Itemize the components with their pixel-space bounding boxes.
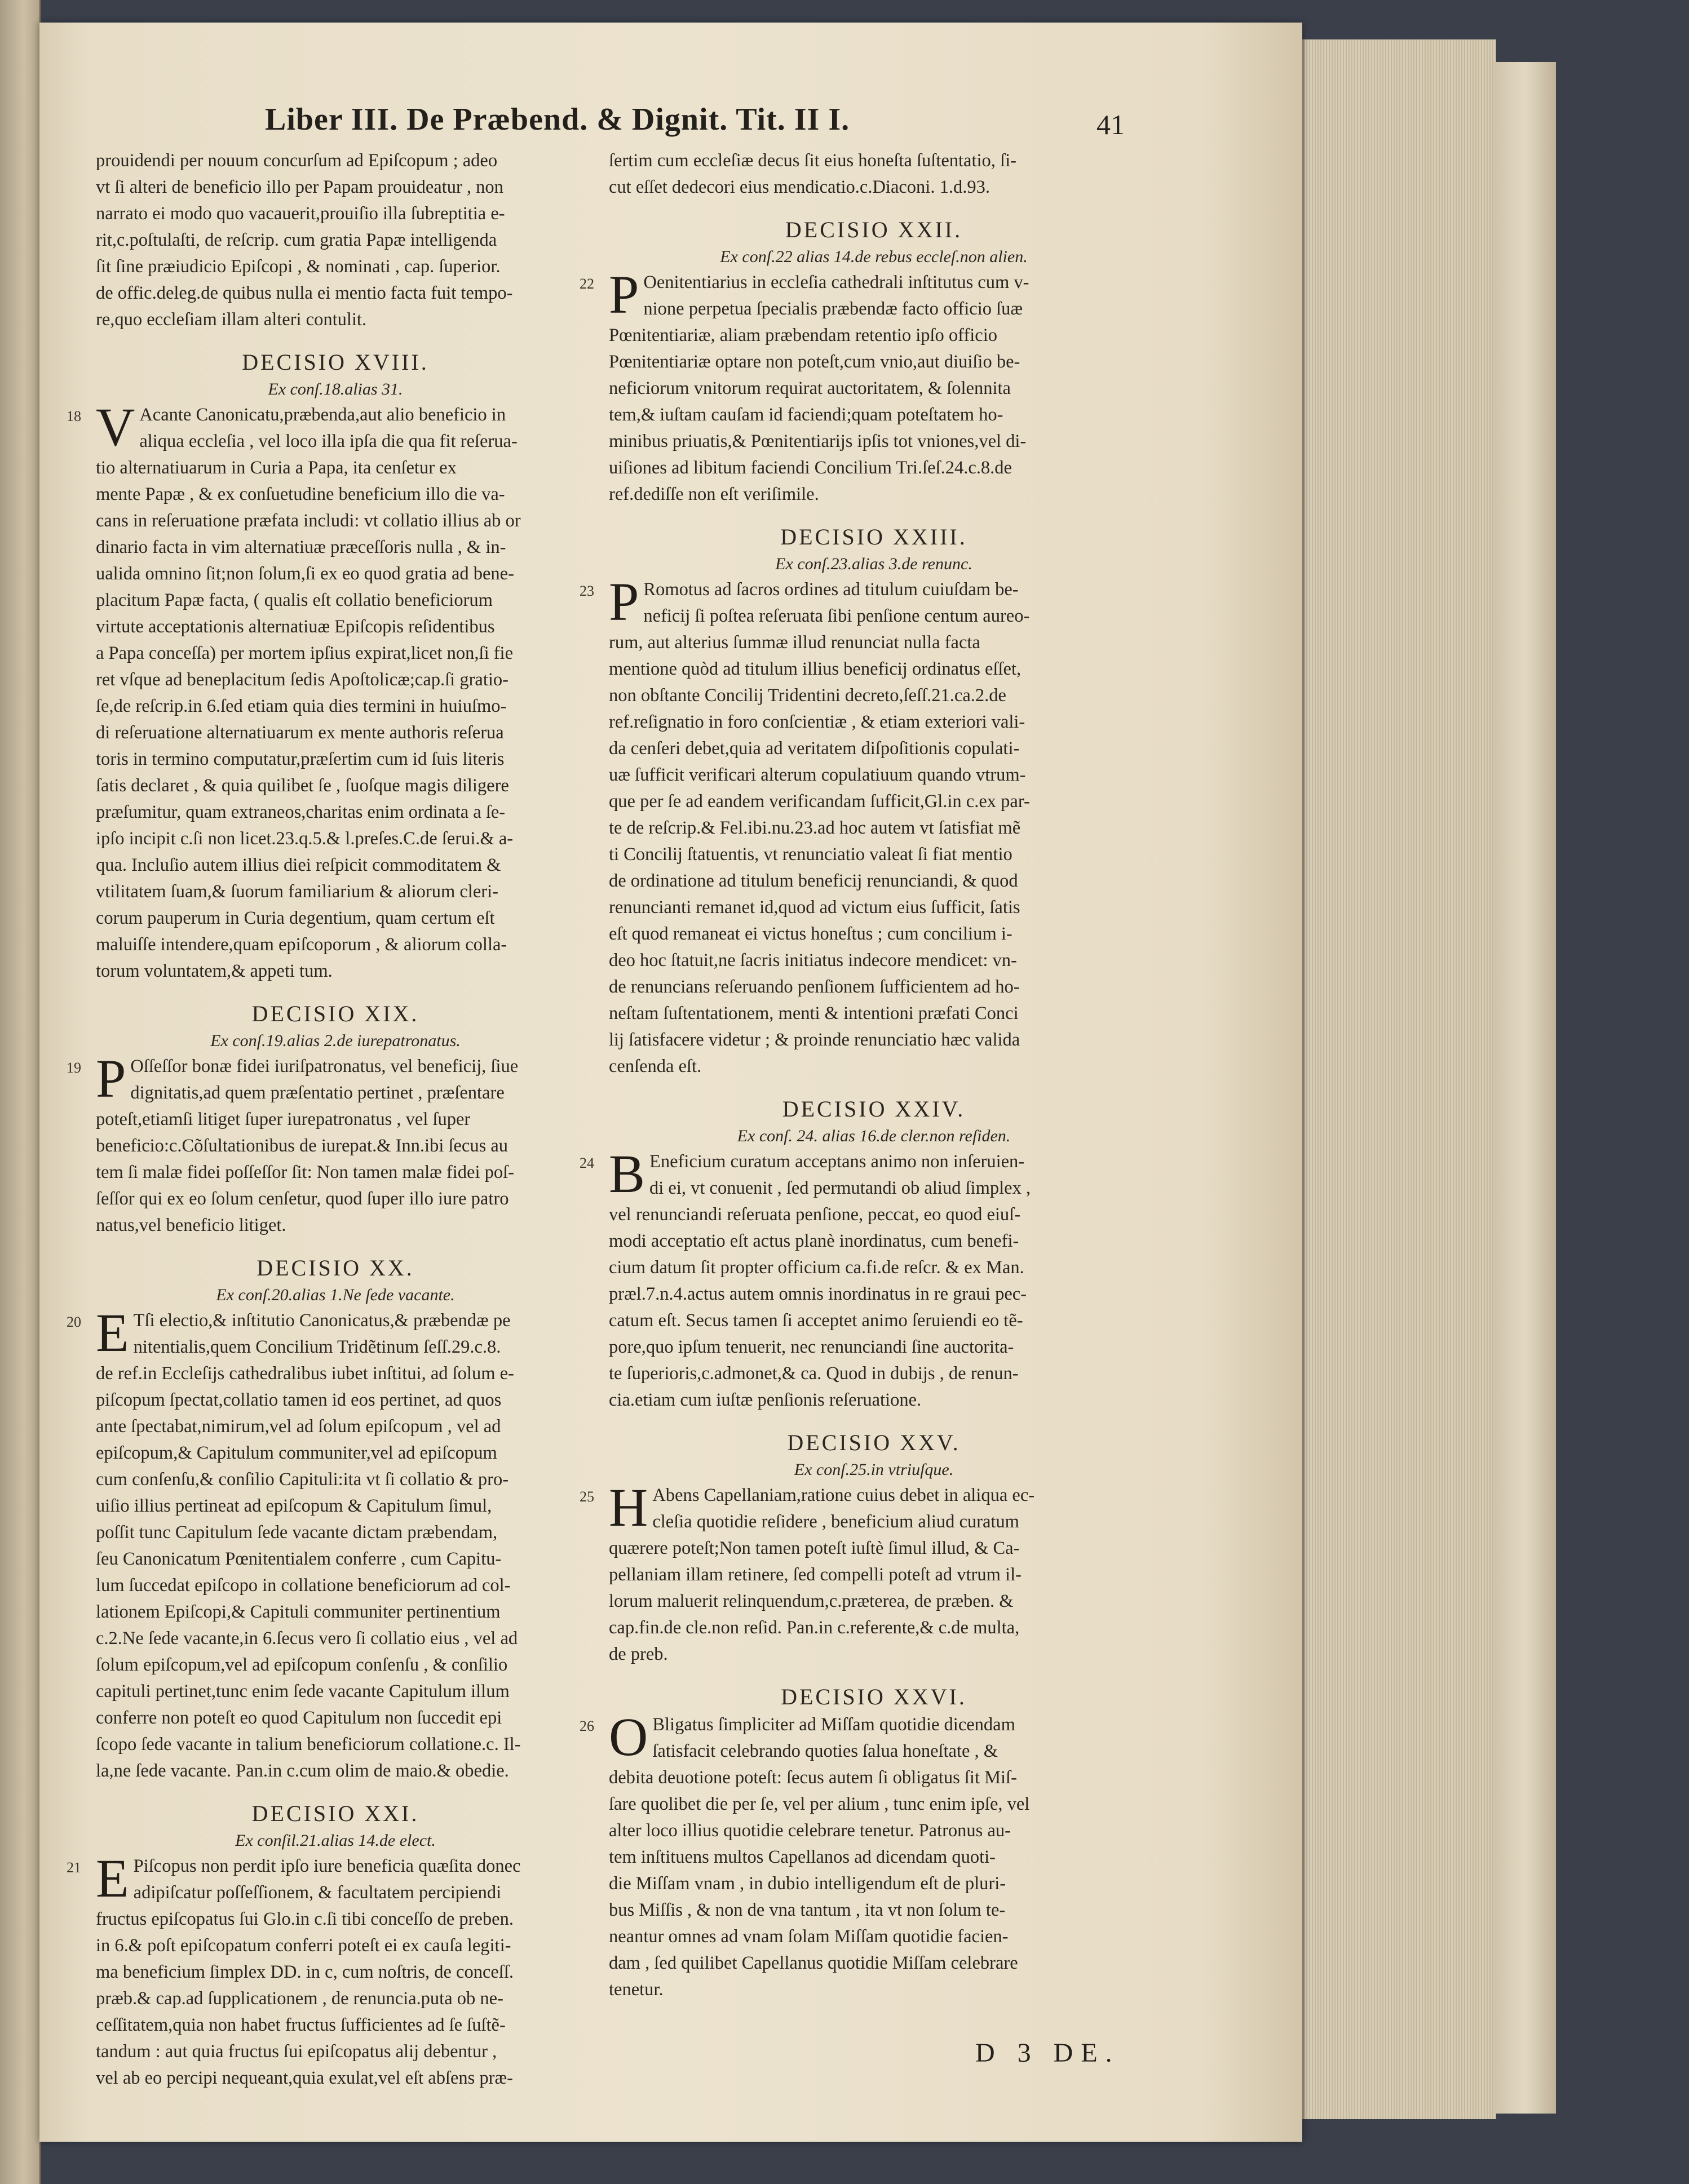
text-line: eſt quod remaneat ei victus honeſtus ; cum concilium i- (609, 924, 1012, 944)
text-line: de ref.in Eccleſijs cathedralibus iubet inſtitui, ad ſolum e- (96, 1363, 514, 1384)
text-line: ualida omnino ſit;non ſolum,ſi ex eo quod gratia ad bene- (96, 564, 514, 584)
text-line: tem ſi malæ fidei poſſeſſor ſit: Non tamen malæ fidei poſ- (96, 1162, 514, 1182)
text-line: di reſeruatione alternatiuarum ex mente authoris reſerua (96, 723, 504, 743)
text-line: re,quo eccleſiam illam alteri contulit. (96, 309, 367, 330)
right-column (580, 148, 1139, 2003)
drop-initial: P (96, 1048, 126, 1109)
text-line: dam , ſed quilibet Capellanus quotidie Miſſam celebrare (609, 1953, 1018, 1973)
text-line: te ſuperioris,c.admonet,& ca. Quod in dubijs , de renun- (609, 1363, 1019, 1384)
margin-number: 22 (580, 276, 594, 292)
decision-source: Ex conſ.19.alias 2.de iurepatronatus. (210, 1031, 461, 1050)
text-line: rum, aut alterius ſummæ illud renunciat nulla facta (609, 632, 980, 653)
text-line: ſatisfacit celebrando quoties ſalua honeſtate , & (652, 1741, 998, 1761)
facing-page-edge (0, 0, 41, 2184)
decision-heading: DECISIO XXII. (785, 217, 963, 242)
text-line: corum pauperum in Curia degentium, quam certum eſt (96, 908, 495, 928)
text-line: vt ſi alteri de beneficio illo per Papam prouideatur , non (96, 177, 503, 197)
text-line: ante ſpectabat,nimirum,vel ad ſolum epiſcopum , vel ad (96, 1416, 501, 1437)
text-line: aliqua eccleſia , vel loco illa ipſa die qua fit reſerua- (139, 431, 518, 451)
drop-initial: H (609, 1477, 648, 1538)
decision-section (67, 1799, 575, 2092)
decision-section (580, 215, 1139, 508)
left-column (67, 148, 575, 2092)
text-line: quærere poteſt;Non tamen poteſt iuſtè ſimul illud, & Ca- (609, 1538, 1020, 1558)
page-number: 41 (1096, 109, 1125, 140)
text-line: lum ſuccedat epiſcopo in collatione beneficiorum ad col- (96, 1575, 511, 1596)
text-line: cut eſſet dedecori eius mendicatio.c.Diaconi. 1.d.93. (609, 177, 990, 197)
decision-heading: DECISIO XXV. (787, 1430, 961, 1455)
text-line: ſatis declaret , & quia quilibet ſe , ſuoſque magis diligere (96, 776, 509, 796)
text-line: c.2.Ne ſede vacante,in 6.ſecus vero ſi collatio eius , vel ad (96, 1628, 518, 1649)
text-line: ma beneficium ſimplex DD. in c, cum noſtris, de conceſſ. (96, 1962, 514, 1982)
drop-initial: B (609, 1144, 645, 1204)
decision-body (67, 397, 575, 985)
decision-source: Ex conſ.22 alias 14.de rebus eccleſ.non alien. (720, 247, 1028, 266)
text-line: Pœnitentiariæ, aliam præbendam retentio ipſo officio (609, 325, 997, 345)
text-line: præl.7.n.4.actus autem omnis inordinatus in re graui pec- (609, 1284, 1027, 1304)
text-line: ſertim cum eccleſiæ decus ſit eius honeſta ſuſtentatio, ſi- (609, 150, 1016, 171)
text-line: neficiorum vnitorum requirat auctoritatem, & ſolennita (609, 378, 1011, 398)
margin-number: 23 (580, 583, 594, 599)
text-line: modi acceptatio eſt actus planè inordinatus, cum benefi- (609, 1231, 1019, 1251)
text-line: ref.reſignatio in foro conſcientiæ , & etiam exteriori vali- (609, 712, 1025, 732)
text-line: neantur omnes ad vnam ſolam Miſſam quotidie facien- (609, 1926, 1009, 1947)
text-line: la,ne ſede vacante. Pan.in c.cum olim de maio.& obedie. (96, 1761, 509, 1781)
decision-section (580, 1095, 1139, 1414)
text-line: virtute acceptationis alternatiuæ Epiſcopis reſidentibus (96, 617, 495, 637)
text-line: Pœnitentiariæ optare non poteſt,cum vnio,aut diuiſio be- (609, 352, 1020, 372)
text-line: tenetur. (609, 1979, 664, 2000)
text-line: renuncianti remanet id,quod ad victum eius ſufficit, ſatis (609, 897, 1020, 918)
decision-body (67, 1048, 575, 1239)
text-line: uæ ſufficit verificari alterum copulatiuum quando vtrum- (609, 765, 1026, 785)
text-line: lij ſatisfacere videtur ; & proinde renunciatio hæc valida (609, 1030, 1020, 1050)
text-line: maluiſſe intendere,quam epiſcoporum , & aliorum colla- (96, 934, 507, 955)
text-line: cap.fin.de cle.non reſid. Pan.in c.referente,& c.de multa, (609, 1618, 1020, 1638)
margin-number: 20 (67, 1314, 81, 1330)
text-line: natus,vel beneficio litiget. (96, 1215, 286, 1235)
continued-text (609, 148, 1139, 201)
text-line: nione perpetua ſpecialis præbendæ facto officio ſuæ (643, 299, 1023, 319)
decision-source: Ex conſ.20.alias 1.Ne ſede vacante. (216, 1286, 455, 1304)
text-line: Tſi electio,& inſtitutio Canonicatus,& præbendæ pe (133, 1310, 511, 1331)
drop-initial: O (609, 1707, 648, 1767)
text-line: lorum maluerit relinquendum,c.præterea, de præben. & (609, 1591, 1014, 1611)
text-line: di ei, vt conuenit , ſed permutandi ob aliud ſimplex , (649, 1178, 1031, 1198)
decision-body (580, 1144, 1139, 1414)
text-line: cleſia quotidie reſidere , beneficium aliud curatum (652, 1512, 1019, 1532)
decision-heading: DECISIO XVIII. (242, 349, 429, 375)
decision-section (580, 1428, 1139, 1668)
text-line: conferre non poteſt eo quod Capitulum non ſuccedit epi (96, 1708, 502, 1728)
text-line: in 6.& poſt epiſcopatum conferri poteſt ei ex cauſa legiti- (96, 1935, 511, 1956)
text-line: uiſiones ad libitum faciendi Concilium Tri.ſeſ.24.c.8.de (609, 458, 1012, 478)
page-block-edges (1302, 39, 1496, 2119)
text-line: poſſit tunc Capitulum ſede vacante dictam præbendam, (96, 1522, 498, 1543)
text-line: placitum Papæ facta, ( qualis eſt collatio beneficiorum (96, 590, 493, 610)
margin-number: 24 (580, 1155, 594, 1171)
margin-number: 19 (67, 1060, 81, 1076)
text-line: ſeu Canonicatum Pœnitentialem conferre , cum Capitu- (96, 1549, 502, 1569)
text-line: die Miſſam vnam , in dubio intelligendum eſt de pluri- (609, 1873, 1006, 1894)
text-line: mentione quòd ad titulum illius beneficij ordinatus eſſet, (609, 659, 1022, 679)
decision-body (580, 264, 1139, 508)
text-line: adipiſcatur poſſeſſionem, & facultatem percipiendi (133, 1882, 502, 1903)
drop-initial: E (96, 1848, 129, 1908)
text-line: de renuncians reſeruando penſionem ſufficientem ad ho- (609, 977, 1020, 997)
text-line: de offic.deleg.de quibus nulla ei mentio facta fuit tempo- (96, 283, 513, 303)
text-line: præb.& cap.ad ſupplicationem , de renuncia.puta ob ne- (96, 1988, 503, 2009)
running-header: Liber III. De Præbend. & Dignit. Tit. II I. (265, 102, 850, 137)
decision-section (67, 1253, 575, 1784)
text-line: beneficio:c.Cõſultationibus de iurepat.& Inn.ibi ſecus au (96, 1136, 509, 1156)
catchword: DE. (1053, 2038, 1120, 2068)
margin-number: 25 (580, 1489, 594, 1505)
text-line: nitentialis,quem Concilium Tridẽtinum ſeſſ.29.c.8. (133, 1337, 501, 1357)
text-line: uiſio illius pertineat ad epiſcopum & Capitulum ſimul, (96, 1496, 492, 1516)
decision-heading: DECISIO XXIII. (780, 524, 967, 550)
text-line: que per ſe ad eandem verificandam ſufficit,Gl.in c.ex par- (609, 791, 1030, 812)
text-line: Abens Capellaniam,ratione cuius debet in aliqua ec- (652, 1485, 1035, 1505)
drop-initial: P (609, 264, 639, 325)
drop-initial: V (96, 397, 135, 457)
text-line: mente Papæ , & ex conſuetudine beneficium illo die va- (96, 484, 505, 504)
decision-source: Ex conſ.25.in vtriuſque. (794, 1460, 954, 1479)
text-line: ti Concilij ſtatuentis, vt renunciatio valeat ſi fiat mentio (609, 844, 1012, 865)
text-line: catum eſt. Secus tamen ſi acceptet animo ſeruiendi eo tẽ- (609, 1310, 1023, 1331)
text-line: ref.dediſſe non eſt veriſimile. (609, 484, 819, 504)
text-line: de ordinatione ad titulum beneficij renunciandi, & quod (609, 871, 1018, 891)
text-line: minibus priuatis,& Pœnitentiarijs ipſis tot vniones,vel di- (609, 431, 1027, 451)
decision-source: Ex conſ.23.alias 3.de renunc. (775, 555, 972, 573)
decision-source: Ex conſ.18.alias 31. (268, 380, 403, 398)
text-line: non obſtante Concilij Tridentini decreto,ſeſſ.21.ca.2.de (609, 685, 1006, 706)
decision-heading: DECISIO XXVI. (781, 1684, 967, 1709)
margin-number: 26 (580, 1718, 594, 1734)
decision-section (67, 999, 575, 1239)
text-line: pore,quo ipſum tenuerit, nec renunciandi ſine auctorita- (609, 1337, 1014, 1357)
text-line: narrato ei modo quo vacauerit,prouiſio illa ſubreptitia e- (96, 203, 505, 224)
text-line: tio alternatiuarum in Curia a Papa, ita cenſetur ex (96, 458, 457, 478)
text-line: vel renunciandi reſeruata penſione, peccat, eo quod eiuſ- (609, 1204, 1021, 1225)
text-line: Eneficium curatum acceptans animo non inſeruien- (649, 1151, 1025, 1172)
margin-number: 18 (67, 408, 81, 424)
decision-source: Ex conſil.21.alias 14.de elect. (235, 1831, 436, 1850)
text-line: dignitatis,ad quem præſentatio pertinet , præſentare (130, 1083, 505, 1103)
signature-mark: D 3 (975, 2038, 1039, 2068)
text-line: præſumitur, quam extraneos,charitas enim ordinata a ſe- (96, 802, 506, 822)
text-line: ceſſitatem,quia non habet fructus ſufficientes ad ſe ſuſtẽ- (96, 2015, 506, 2035)
text-line: piſcopum ſpectat,collatio tamen id eos pertinet, ad quos (96, 1390, 502, 1410)
text-line: Oenitentiarius in eccleſia cathedrali inſtitutus cum v- (643, 272, 1029, 293)
text-line: a Papa conceſſa) per mortem ipſius expirat,licet non,ſi fie (96, 643, 514, 663)
text-line: vel ab eo percipi nequeant,quia exulat,vel eſt abſens præ- (96, 2068, 513, 2088)
text-line: de preb. (609, 1644, 668, 1664)
drop-initial: P (609, 572, 639, 632)
decision-section (580, 1682, 1139, 2003)
decision-section (67, 348, 575, 985)
text-line: qua. Incluſio autem illius diei reſpicit commoditatem & (96, 855, 501, 875)
text-line: bus Miſſis , & non de vna tantum , ita vt non ſolum te- (609, 1900, 1006, 1920)
text-line: vtilitatem ſuam,& ſuorum familiarium & aliorum cleri- (96, 881, 498, 902)
text-line: Bligatus ſimpliciter ad Miſſam quotidie dicendam (652, 1715, 1015, 1735)
margin-number: 21 (67, 1859, 81, 1876)
text-line: epiſcopum,& Capitulum communiter,vel ad epiſcopum (96, 1443, 497, 1463)
text-line: cia.etiam cum iuſtæ penſionis reſeruatione. (609, 1390, 922, 1410)
text-line: tem,& iuſtam cauſam id faciendi;quam poteſtatem ho- (609, 405, 1003, 425)
drop-initial: E (96, 1303, 129, 1363)
text-line: toris in termino computatur,præſertim cum id ſuis literis (96, 749, 505, 769)
text-line: rit,c.poſtulaſti, de reſcrip. cum gratia Papæ intelligenda (96, 230, 497, 250)
text-line: deo hoc ſtatuit,ne ſacris initiatus indecore mendicet: vn- (609, 950, 1017, 971)
text-line: debita deuotione poteſt: ſecus autem ſi obligatus ſit Miſ- (609, 1767, 1017, 1788)
text-line: cenſenda eſt. (609, 1056, 702, 1077)
text-line: ret vſque ad beneplacitum ſedis Apoſtolicæ;cap.ſi gratio- (96, 670, 509, 690)
text-line: ſare quolibet die per ſe, vel per alium , tunc enim ipſe, vel (609, 1794, 1030, 1814)
decision-body (580, 1707, 1139, 2003)
text-line: ſe,de reſcrip.in 6.ſed etiam quia dies termini in huiuſmo- (96, 696, 507, 716)
page-footer (975, 2037, 1120, 2068)
continued-text (96, 148, 575, 333)
text-line: Romotus ad ſacros ordines ad titulum cuiuſdam be- (643, 579, 1019, 600)
text-line: tandum : aut quia fructus ſui epiſcopatus alij debentur , (96, 2041, 497, 2062)
text-line: poteſt,etiamſi litiget ſuper iurepatronatus , vel ſuper (96, 1109, 471, 1129)
text-line: da cenſeri debet,quia ad veritatem diſpoſitionis copulati- (609, 738, 1020, 759)
decision-heading: DECISIO XXI. (251, 1801, 419, 1826)
text-line: Oſſeſſor bonæ fidei iuriſpatronatus, vel beneficij, ſiue (130, 1056, 519, 1077)
text-line: ſcopo ſede vacante in talium beneficiorum collatione.c. Il- (96, 1734, 521, 1755)
decision-body (67, 1303, 575, 1784)
text-line: alter loco illius quotidie celebrare tenetur. Patronus au- (609, 1820, 1011, 1841)
text-line: ipſo incipit c.ſi non licet.23.q.5.& l.preſes.C.de ſerui.& a- (96, 829, 514, 849)
decision-heading: DECISIO XXIV. (782, 1096, 966, 1122)
decision-section (580, 522, 1139, 1080)
text-line: neficij ſi poſtea reſeruata ſibi penſione centum aureo- (643, 606, 1030, 626)
text-line: cum conſenſu,& conſilio Capituli:ita vt ſi collatio & pro- (96, 1469, 509, 1490)
text-line: ſeſſor qui ex eo ſolum cenſetur, quod ſuper illo iure patro (96, 1189, 509, 1209)
text-line: prouidendi per nouum concurſum ad Epiſcopum ; adeo (96, 150, 498, 171)
text-line: neſtam ſuſtentationem, menti & intentioni præfati Conci (609, 1003, 1019, 1024)
text-line: ſolum epiſcopum,vel ad epiſcopum conſenſu , & conſilio (96, 1655, 508, 1675)
decision-heading: DECISIO XX. (257, 1255, 414, 1281)
text-line: cium datum ſit propter officium ca.fi.de reſcr. & ex Man. (609, 1257, 1024, 1278)
text-line: Acante Canonicatu,præbenda,aut alio beneficio in (139, 405, 506, 425)
text-line: pellaniam illam retinere, ſed compelli poteſt ad vtrum il- (609, 1565, 1022, 1585)
text-line: Piſcopus non perdit ipſo iure beneficia quæſita donec (133, 1856, 521, 1876)
decision-heading: DECISIO XIX. (251, 1001, 419, 1026)
text-line: dinario facta in vim alternatiuæ præceſſoris nulla , & in- (96, 537, 506, 557)
decision-source: Ex conſ. 24. alias 16.de cler.non reſiden. (737, 1127, 1011, 1145)
text-line: ſit ſine præiudicio Epiſcopi , & nominati , cap. ſuperior. (96, 256, 501, 277)
text-line: capituli pertinet,tunc enim ſede vacante Capitulum illum (96, 1681, 510, 1702)
text-line: torum voluntatem,& appeti tum. (96, 961, 333, 981)
decision-body (580, 572, 1139, 1080)
text-line: lationem Epiſcopi,& Capituli communiter pertinentium (96, 1602, 501, 1622)
text-line: fructus epiſcopatus ſui Glo.in c.ſi tibi conceſſo de preben. (96, 1909, 514, 1929)
text-line: te de reſcrip.& Fel.ibi.nu.23.ad hoc autem vt ſatisfiat mẽ (609, 818, 1021, 838)
text-line: tem inſtituens multos Capellanos ad dicendam quoti- (609, 1847, 996, 1867)
fore-edge (1494, 62, 1556, 2114)
decision-body (580, 1477, 1139, 1668)
decision-body (67, 1848, 575, 2092)
text-line: cans in reſeruatione præfata includi: vt collatio illius ab or (96, 511, 521, 531)
